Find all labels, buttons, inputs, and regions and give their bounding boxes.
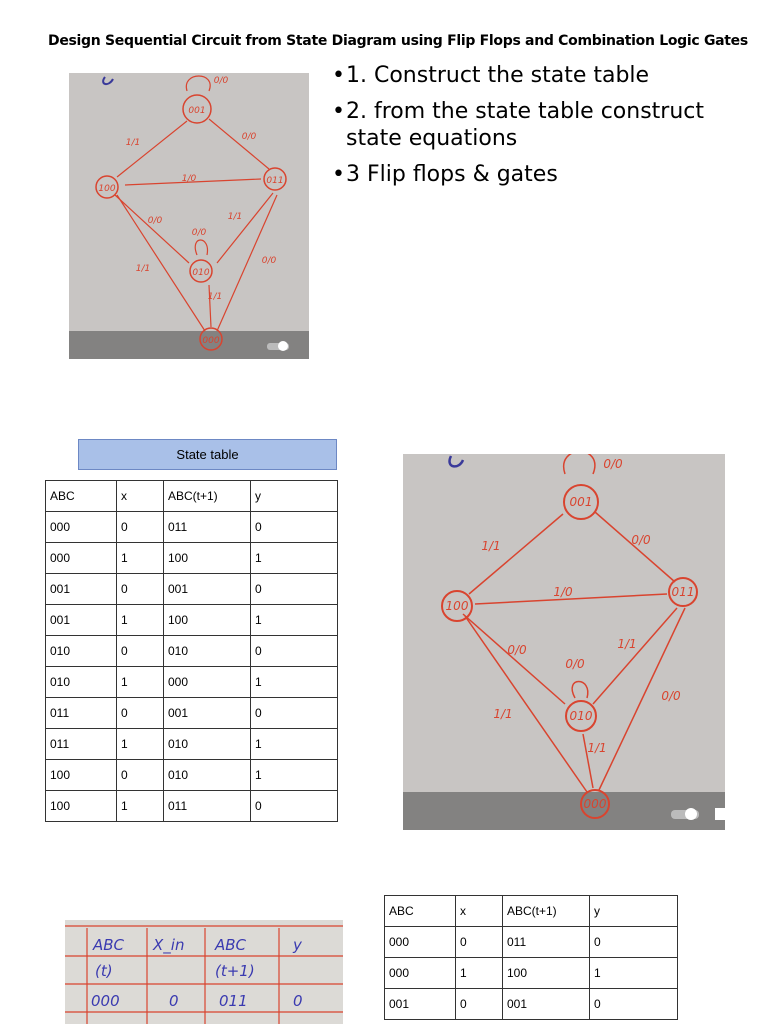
table-cell: 1: [117, 605, 164, 636]
table-row: [46, 543, 338, 574]
state-diagram-photo-small: [69, 73, 309, 359]
table-cell: 010: [164, 729, 251, 760]
column-header: x: [456, 896, 503, 927]
state-table-banner: State table: [78, 439, 337, 470]
edge-label: 0/0: [191, 228, 207, 238]
column-header: ABC(t+1): [503, 896, 590, 927]
edge-label: 1/1: [481, 539, 501, 553]
edge-label: 0/0: [213, 76, 229, 86]
table-cell: 011: [164, 791, 251, 822]
table-cell: 0: [117, 760, 164, 791]
table-cell: 010: [164, 760, 251, 791]
edge-label: 1/1: [493, 707, 513, 721]
state-diagram-photo-large: [403, 454, 725, 830]
edge-label: 1/1: [617, 637, 637, 651]
table-row: [46, 636, 338, 667]
table-cell: 1: [456, 958, 503, 989]
handwritten-table-photo: [65, 920, 343, 1024]
table-cell: 100: [503, 958, 590, 989]
table-cell: 1: [251, 760, 338, 791]
edge-label: 0/0: [507, 643, 527, 657]
table-cell: 011: [503, 927, 590, 958]
column-header: x: [117, 481, 164, 512]
state-table-copy: [384, 895, 678, 1020]
edge-label: 0/0: [241, 132, 257, 142]
column-header: y: [590, 896, 678, 927]
handwritten-cell: 000: [91, 992, 120, 1010]
table-cell: 0: [251, 574, 338, 605]
table-cell: 1: [590, 958, 678, 989]
table-cell: 001: [46, 605, 117, 636]
table-cell: 1: [117, 543, 164, 574]
state-diagram-small: [69, 73, 309, 359]
page-title: Design Sequential Circuit from State Diagram using Flip Flops and Combination Logic Gates: [48, 33, 748, 49]
table-cell: 100: [46, 760, 117, 791]
handwritten-subheader: (t): [95, 962, 113, 980]
column-header: ABC(t+1): [164, 481, 251, 512]
state-label: 001: [569, 495, 593, 509]
table-cell: 0: [251, 791, 338, 822]
edge-label: 1/1: [207, 292, 223, 302]
edge-label: 1/1: [587, 741, 607, 755]
table-row: [46, 698, 338, 729]
column-header: ABC: [385, 896, 456, 927]
edge-label: 1/0: [553, 585, 573, 599]
bullet-item: • 3 Flip flops & gates: [332, 161, 732, 188]
edge-label: 0/0: [603, 457, 623, 471]
table-row: [385, 927, 678, 958]
state-label: 011: [671, 585, 695, 599]
state-label: 100: [445, 599, 469, 613]
table-row: [46, 760, 338, 791]
table-row: [385, 989, 678, 1020]
table-cell: 100: [164, 543, 251, 574]
table-cell: 1: [251, 605, 338, 636]
table-cell: 1: [251, 667, 338, 698]
table-cell: 000: [385, 927, 456, 958]
table-row: [46, 512, 338, 543]
table-cell: 001: [46, 574, 117, 605]
handwritten-cell: 0: [293, 992, 303, 1010]
table-cell: 1: [117, 729, 164, 760]
table-header-row: [385, 896, 678, 927]
table-cell: 001: [503, 989, 590, 1020]
table-cell: 1: [117, 791, 164, 822]
table-cell: 001: [385, 989, 456, 1020]
table-cell: 001: [164, 698, 251, 729]
table-cell: 011: [164, 512, 251, 543]
table-cell: 1: [251, 543, 338, 574]
edge-label: 1/1: [125, 138, 141, 148]
handwritten-table: [65, 920, 343, 1024]
table-row: [46, 667, 338, 698]
table-cell: 0: [456, 989, 503, 1020]
table-cell: 0: [251, 512, 338, 543]
state-label: 000: [202, 336, 220, 346]
table-cell: 1: [251, 729, 338, 760]
table-cell: 010: [46, 667, 117, 698]
state-diagram-large: [403, 454, 725, 830]
bullet-item: • 1. Construct the state table: [332, 62, 732, 89]
table-row: [385, 958, 678, 989]
handwritten-header: ABC: [215, 936, 247, 954]
edge-label: 0/0: [661, 689, 681, 703]
table-header-row: [46, 481, 338, 512]
bullet-item: • 2. from the state table construct state equations: [332, 98, 732, 152]
table-cell: 001: [164, 574, 251, 605]
handwritten-header: y: [293, 936, 302, 954]
handwritten-cell: 0: [169, 992, 179, 1010]
state-label: 100: [98, 184, 116, 194]
edge-label: 1/1: [135, 264, 151, 274]
handwritten-cell: 011: [219, 992, 248, 1010]
state-label: 010: [569, 709, 593, 723]
table-cell: 011: [46, 698, 117, 729]
edge-label: 0/0: [147, 216, 163, 226]
table-cell: 000: [46, 543, 117, 574]
table-cell: 1: [117, 667, 164, 698]
table-row: [46, 605, 338, 636]
column-header: y: [251, 481, 338, 512]
table-row: [46, 574, 338, 605]
handwritten-header: ABC: [93, 936, 125, 954]
table-cell: 010: [164, 636, 251, 667]
table-cell: 011: [46, 729, 117, 760]
table-cell: 0: [117, 574, 164, 605]
state-label: 000: [583, 797, 607, 811]
table-cell: 000: [164, 667, 251, 698]
table-cell: 0: [251, 636, 338, 667]
table-cell: 100: [164, 605, 251, 636]
table-cell: 0: [117, 512, 164, 543]
table-cell: 0: [456, 927, 503, 958]
handwritten-subheader: (t+1): [215, 962, 255, 980]
table-cell: 100: [46, 791, 117, 822]
edge-label: 0/0: [565, 657, 585, 671]
column-header: ABC: [46, 481, 117, 512]
table-row: [46, 791, 338, 822]
table-cell: 0: [117, 698, 164, 729]
table-cell: 0: [590, 927, 678, 958]
edge-label: 0/0: [631, 533, 651, 547]
table-cell: 000: [46, 512, 117, 543]
state-table: [45, 480, 338, 822]
table-cell: 010: [46, 636, 117, 667]
table-cell: 000: [385, 958, 456, 989]
table-cell: 0: [590, 989, 678, 1020]
state-label: 011: [266, 176, 284, 186]
state-label: 010: [192, 268, 210, 278]
state-label: 001: [188, 106, 206, 116]
handwritten-header: X_in: [153, 936, 185, 954]
bullet-list: [332, 62, 732, 197]
table-row: [46, 729, 338, 760]
edge-label: 1/0: [181, 174, 197, 184]
table-cell: 0: [117, 636, 164, 667]
edge-label: 0/0: [261, 256, 277, 266]
edge-label: 1/1: [227, 212, 243, 222]
table-cell: 0: [251, 698, 338, 729]
